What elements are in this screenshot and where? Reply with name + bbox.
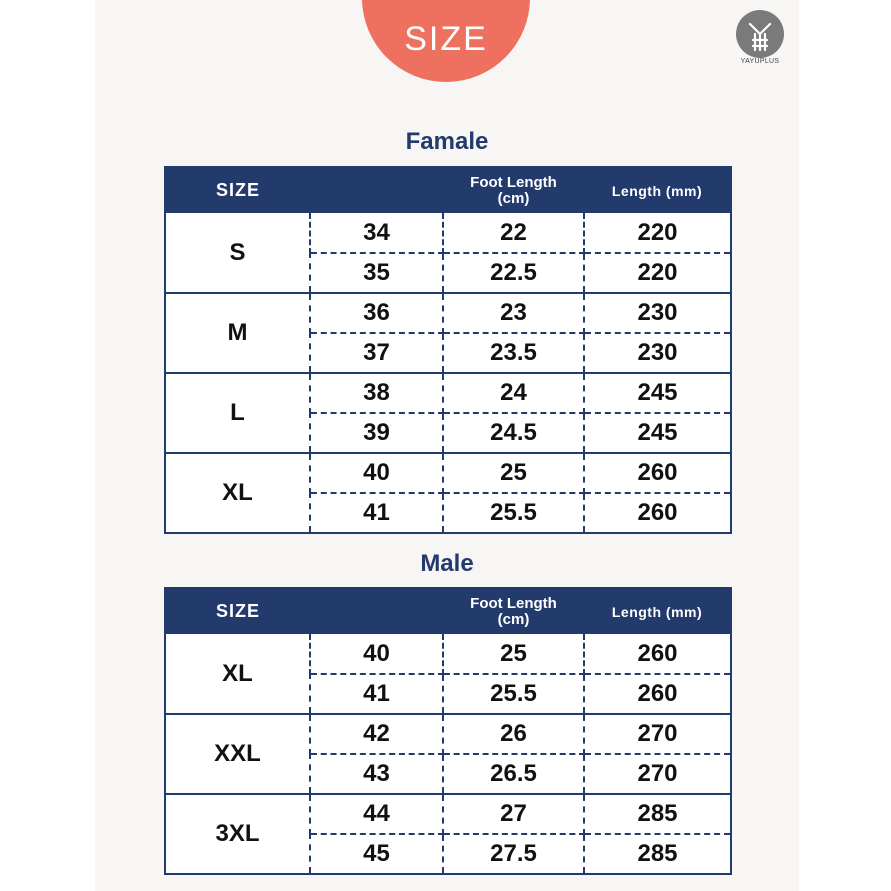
foot-length-cell: 22 bbox=[443, 213, 584, 253]
eu-size-cell: 36 bbox=[310, 293, 443, 333]
male-section-title: Male bbox=[420, 550, 474, 577]
eu-size-cell: 41 bbox=[310, 674, 443, 714]
foot-length-cell: 24 bbox=[443, 373, 584, 413]
foot-length-cell: 23 bbox=[443, 293, 584, 333]
foot-length-cell: 27 bbox=[443, 794, 584, 834]
table-row bbox=[165, 714, 731, 754]
length-cell: 270 bbox=[584, 714, 731, 754]
length-cell: 260 bbox=[584, 674, 731, 714]
foot-length-cell: 27.5 bbox=[443, 834, 584, 874]
foot-length-cell: 26 bbox=[443, 714, 584, 754]
foot-length-cell: 25 bbox=[443, 453, 584, 493]
header-foot-length-label: Foot Length bbox=[470, 173, 557, 191]
table-row bbox=[165, 373, 731, 413]
eu-size-cell: 41 bbox=[310, 493, 443, 533]
table-row bbox=[165, 213, 731, 253]
female-section-title: Famale bbox=[405, 128, 489, 155]
eu-size-cell: 44 bbox=[310, 794, 443, 834]
eu-size-cell: 40 bbox=[310, 634, 443, 674]
length-cell: 260 bbox=[584, 493, 731, 533]
table-row bbox=[165, 453, 731, 493]
header-size: SIZE bbox=[215, 601, 260, 621]
brand-logo-text: YAYUPLUS bbox=[740, 58, 780, 65]
header-eu bbox=[310, 167, 443, 213]
table-row bbox=[165, 794, 731, 834]
header-length: Length (mm) bbox=[611, 182, 703, 199]
header-size: SIZE bbox=[215, 180, 260, 200]
length-cell: 230 bbox=[584, 333, 731, 373]
header-length: Length (mm) bbox=[611, 603, 703, 620]
length-cell: 260 bbox=[584, 453, 731, 493]
table-row bbox=[165, 293, 731, 333]
length-cell: 285 bbox=[584, 794, 731, 834]
eu-size-cell: 43 bbox=[310, 754, 443, 794]
length-cell: 245 bbox=[584, 413, 731, 453]
size-cell: L bbox=[165, 373, 310, 453]
foot-length-cell: 23.5 bbox=[443, 333, 584, 373]
eu-size-cell: 42 bbox=[310, 714, 443, 754]
eu-size-cell: 45 bbox=[310, 834, 443, 874]
header-eu bbox=[310, 588, 443, 634]
header-foot-length bbox=[443, 588, 584, 634]
eu-size-cell: 34 bbox=[310, 213, 443, 253]
length-cell: 260 bbox=[584, 634, 731, 674]
table-row bbox=[165, 634, 731, 674]
brand-logo-icon bbox=[736, 10, 784, 58]
header-foot-length-label: Foot Length bbox=[470, 594, 557, 612]
length-cell: 285 bbox=[584, 834, 731, 874]
size-cell: M bbox=[165, 293, 310, 373]
length-cell: 245 bbox=[584, 373, 731, 413]
eu-size-cell: 35 bbox=[310, 253, 443, 293]
header-foot-length-unit: (cm) bbox=[497, 189, 530, 207]
size-cell: S bbox=[165, 213, 310, 293]
size-cell: 3XL bbox=[165, 794, 310, 874]
header-foot-length bbox=[443, 167, 584, 213]
table-header-row bbox=[165, 588, 731, 634]
foot-length-cell: 24.5 bbox=[443, 413, 584, 453]
size-cell: XXL bbox=[165, 714, 310, 794]
eu-size-cell: 38 bbox=[310, 373, 443, 413]
size-cell: XL bbox=[165, 634, 310, 714]
male-size-table bbox=[164, 587, 732, 875]
foot-length-cell: 22.5 bbox=[443, 253, 584, 293]
length-cell: 230 bbox=[584, 293, 731, 333]
foot-length-cell: 25 bbox=[443, 634, 584, 674]
table-header-row bbox=[165, 167, 731, 213]
eu-size-cell: 39 bbox=[310, 413, 443, 453]
header-foot-length-unit: (cm) bbox=[497, 610, 530, 628]
length-cell: 220 bbox=[584, 253, 731, 293]
length-cell: 220 bbox=[584, 213, 731, 253]
female-size-table bbox=[164, 166, 732, 534]
foot-length-cell: 26.5 bbox=[443, 754, 584, 794]
foot-length-cell: 25.5 bbox=[443, 674, 584, 714]
foot-length-cell: 25.5 bbox=[443, 493, 584, 533]
eu-size-cell: 37 bbox=[310, 333, 443, 373]
size-cell: XL bbox=[165, 453, 310, 533]
eu-size-cell: 40 bbox=[310, 453, 443, 493]
size-badge-label: SIZE bbox=[404, 20, 488, 58]
length-cell: 270 bbox=[584, 754, 731, 794]
